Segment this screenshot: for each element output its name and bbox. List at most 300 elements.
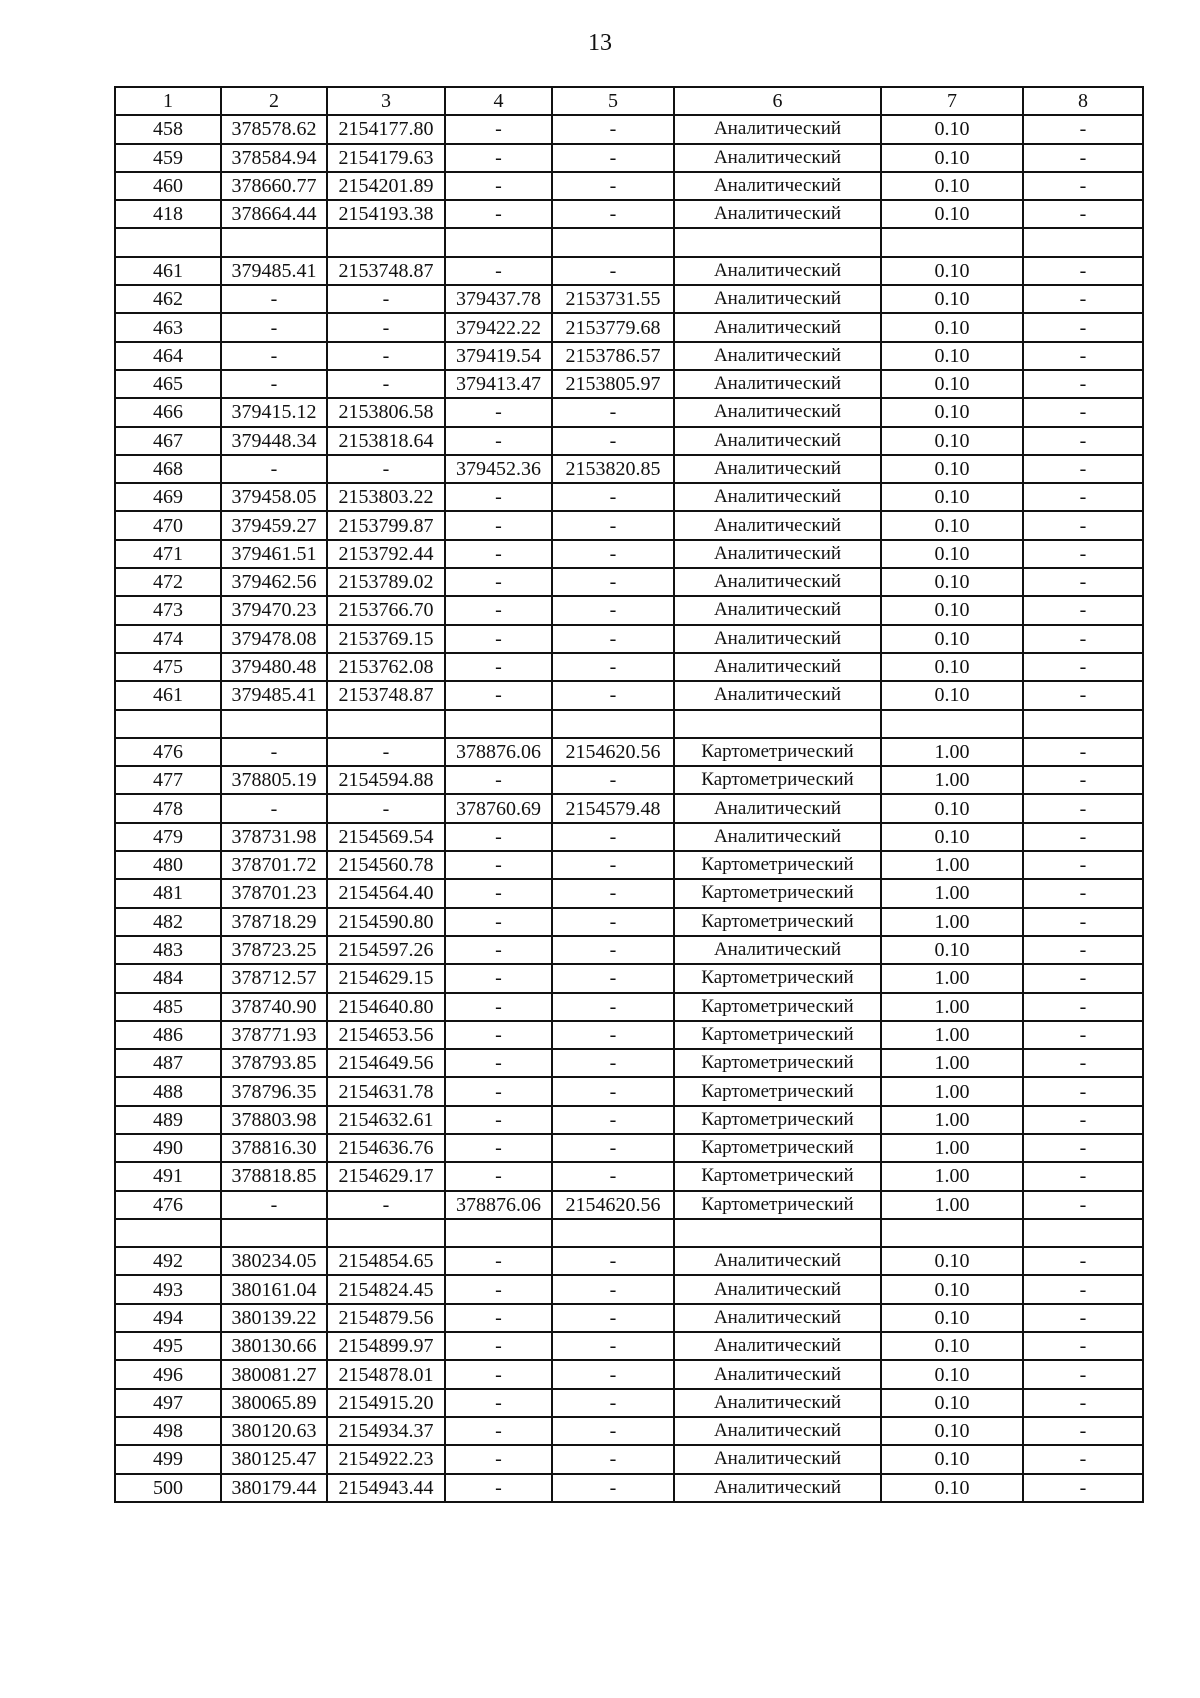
table-cell: 379461.51 (221, 540, 327, 568)
table-cell: 2154569.54 (327, 823, 445, 851)
table-cell: - (445, 427, 552, 455)
table-cell: 463 (115, 313, 221, 341)
table-cell: 1.00 (881, 766, 1023, 794)
table-cell: 379422.22 (445, 313, 552, 341)
table-cell: 470 (115, 511, 221, 539)
table-cell: - (552, 1162, 674, 1190)
table-row (115, 1247, 1143, 1275)
table-cell: Аналитический (674, 1247, 881, 1275)
table-cell: Картометрический (674, 964, 881, 992)
table-cell: - (552, 172, 674, 200)
table-cell: 468 (115, 455, 221, 483)
table-cell: - (1023, 511, 1143, 539)
table-cell: 473 (115, 596, 221, 624)
table-cell: - (445, 1304, 552, 1332)
table-cell: - (552, 115, 674, 143)
table-cell: Аналитический (674, 398, 881, 426)
table-cell: 476 (115, 1191, 221, 1219)
table-cell (552, 1219, 674, 1247)
table-cell: 2153731.55 (552, 285, 674, 313)
table-cell: - (221, 794, 327, 822)
table-row (115, 1106, 1143, 1134)
table-cell: 2153789.02 (327, 568, 445, 596)
table-cell: - (552, 766, 674, 794)
table-cell: - (445, 172, 552, 200)
table-row (115, 427, 1143, 455)
table-cell: - (552, 540, 674, 568)
table-cell: - (1023, 398, 1143, 426)
table-cell: 378760.69 (445, 794, 552, 822)
table-cell: 1.00 (881, 879, 1023, 907)
table-cell: - (1023, 1106, 1143, 1134)
table-cell: - (445, 1474, 552, 1502)
table-cell: 464 (115, 342, 221, 370)
table-cell (881, 228, 1023, 256)
table-cell: - (445, 1077, 552, 1105)
table-cell: 2154879.56 (327, 1304, 445, 1332)
table-cell: - (445, 1106, 552, 1134)
table-cell: Картометрический (674, 851, 881, 879)
table-row (115, 738, 1143, 766)
table-row (115, 285, 1143, 313)
table-cell: - (1023, 794, 1143, 822)
table-cell: 1.00 (881, 1162, 1023, 1190)
column-header: 1 (115, 87, 221, 115)
table-cell: 379470.23 (221, 596, 327, 624)
table-cell (674, 710, 881, 738)
table-cell: - (1023, 144, 1143, 172)
table-cell: - (552, 596, 674, 624)
table-cell: Аналитический (674, 823, 881, 851)
table-cell: Картометрический (674, 1191, 881, 1219)
table-cell: - (1023, 1134, 1143, 1162)
table-cell: 2154899.97 (327, 1332, 445, 1360)
table-cell: 478 (115, 794, 221, 822)
column-header: 8 (1023, 87, 1143, 115)
table-row (115, 993, 1143, 1021)
table-cell: Аналитический (674, 1332, 881, 1360)
table-cell: 0.10 (881, 370, 1023, 398)
table-cell: - (1023, 766, 1143, 794)
table-cell: Аналитический (674, 342, 881, 370)
table-cell: 0.10 (881, 936, 1023, 964)
table-cell: Аналитический (674, 936, 881, 964)
table-row (115, 794, 1143, 822)
table-cell: 378876.06 (445, 738, 552, 766)
table-cell: - (552, 1445, 674, 1473)
table-cell: 2153748.87 (327, 257, 445, 285)
table-row (115, 1332, 1143, 1360)
table-cell (1023, 228, 1143, 256)
table-cell: - (552, 483, 674, 511)
table-row (115, 1049, 1143, 1077)
table-cell: 2154620.56 (552, 1191, 674, 1219)
table-cell: 379459.27 (221, 511, 327, 539)
table-header-row (115, 87, 1143, 115)
table-cell: - (445, 681, 552, 709)
table-cell: 491 (115, 1162, 221, 1190)
table-cell (445, 228, 552, 256)
table-cell: - (1023, 568, 1143, 596)
table-cell: 2153806.58 (327, 398, 445, 426)
table-row (115, 1077, 1143, 1105)
table-cell: 0.10 (881, 427, 1023, 455)
table-cell: 2154653.56 (327, 1021, 445, 1049)
table-cell: - (327, 313, 445, 341)
table-cell: - (552, 568, 674, 596)
table-cell: 2154636.76 (327, 1134, 445, 1162)
table-cell: 0.10 (881, 823, 1023, 851)
table-cell: 461 (115, 257, 221, 285)
table-cell: - (445, 257, 552, 285)
table-cell: - (552, 427, 674, 455)
table-cell: 1.00 (881, 1049, 1023, 1077)
table-row (115, 653, 1143, 681)
table-cell: 2154649.56 (327, 1049, 445, 1077)
table-cell: - (552, 1049, 674, 1077)
table-cell: Аналитический (674, 1304, 881, 1332)
table-cell: - (552, 964, 674, 992)
table-cell: 0.10 (881, 1417, 1023, 1445)
table-cell: 380161.04 (221, 1275, 327, 1303)
table-cell: - (1023, 342, 1143, 370)
table-cell: 0.10 (881, 681, 1023, 709)
table-cell: 379458.05 (221, 483, 327, 511)
table-cell: - (327, 342, 445, 370)
table-cell: 378740.90 (221, 993, 327, 1021)
table-cell: - (1023, 1077, 1143, 1105)
table-cell: - (327, 794, 445, 822)
table-cell: - (552, 653, 674, 681)
table-cell: 378723.25 (221, 936, 327, 964)
table-row (115, 879, 1143, 907)
table-cell: - (552, 1417, 674, 1445)
table-cell: 378660.77 (221, 172, 327, 200)
table-row (115, 1304, 1143, 1332)
table-row (115, 851, 1143, 879)
table-cell: - (445, 200, 552, 228)
table-row (115, 313, 1143, 341)
table-cell: 493 (115, 1275, 221, 1303)
table-row (115, 766, 1143, 794)
column-header: 6 (674, 87, 881, 115)
coordinates-table (114, 86, 1144, 1503)
table-cell: 485 (115, 993, 221, 1021)
table-cell: 379478.08 (221, 625, 327, 653)
table-cell: 494 (115, 1304, 221, 1332)
table-row (115, 455, 1143, 483)
table-cell: - (552, 936, 674, 964)
table-cell: - (1023, 1360, 1143, 1388)
table-cell: - (552, 993, 674, 1021)
table-cell: Аналитический (674, 1417, 881, 1445)
table-cell (221, 228, 327, 256)
table-row (115, 200, 1143, 228)
table-separator-row (115, 1219, 1143, 1247)
table-cell: - (1023, 596, 1143, 624)
table-cell: 0.10 (881, 653, 1023, 681)
table-cell: 1.00 (881, 1191, 1023, 1219)
table-cell (674, 1219, 881, 1247)
table-cell: 380139.22 (221, 1304, 327, 1332)
table-cell: Картометрический (674, 993, 881, 1021)
table-cell: 2153803.22 (327, 483, 445, 511)
table-cell: - (445, 851, 552, 879)
table-cell: Аналитический (674, 257, 881, 285)
table-cell: 0.10 (881, 568, 1023, 596)
table-cell: - (1023, 1474, 1143, 1502)
table-cell: 2154177.80 (327, 115, 445, 143)
table-cell: - (221, 455, 327, 483)
table-cell: - (1023, 908, 1143, 936)
table-cell (445, 710, 552, 738)
table-cell: 2154943.44 (327, 1474, 445, 1502)
table-cell: - (1023, 257, 1143, 285)
table-cell: - (445, 568, 552, 596)
table-cell: Аналитический (674, 370, 881, 398)
table-cell: Аналитический (674, 653, 881, 681)
table-cell: 488 (115, 1077, 221, 1105)
table-cell: 2154629.15 (327, 964, 445, 992)
table-cell: - (1023, 1332, 1143, 1360)
table-cell: - (552, 1332, 674, 1360)
table-separator-row (115, 710, 1143, 738)
table-cell: - (445, 1417, 552, 1445)
table-cell: - (327, 370, 445, 398)
table-cell: 0.10 (881, 1360, 1023, 1388)
table-cell: - (1023, 681, 1143, 709)
table-row (115, 1389, 1143, 1417)
table-cell: 483 (115, 936, 221, 964)
table-row (115, 596, 1143, 624)
table-cell: 0.10 (881, 257, 1023, 285)
table-cell: - (445, 540, 552, 568)
table-cell: - (1023, 285, 1143, 313)
table-cell: 2154590.80 (327, 908, 445, 936)
table-cell: Картометрический (674, 766, 881, 794)
table-cell: 2153805.97 (552, 370, 674, 398)
table-cell: - (445, 1021, 552, 1049)
table-cell: Аналитический (674, 1474, 881, 1502)
table-cell: 1.00 (881, 964, 1023, 992)
table-cell (115, 1219, 221, 1247)
table-cell: 379419.54 (445, 342, 552, 370)
table-cell: 472 (115, 568, 221, 596)
table-cell: 2154179.63 (327, 144, 445, 172)
table-cell: Аналитический (674, 455, 881, 483)
table-cell: 378701.23 (221, 879, 327, 907)
table-cell: 0.10 (881, 1275, 1023, 1303)
table-row (115, 568, 1143, 596)
table-cell: - (1023, 993, 1143, 1021)
table-row (115, 1134, 1143, 1162)
table-row (115, 1162, 1143, 1190)
table-cell (1023, 1219, 1143, 1247)
table-cell: - (1023, 427, 1143, 455)
table-cell: 1.00 (881, 851, 1023, 879)
table-row (115, 1445, 1143, 1473)
table-cell: - (221, 342, 327, 370)
table-cell: 2153792.44 (327, 540, 445, 568)
table-cell: 379452.36 (445, 455, 552, 483)
table-cell (327, 710, 445, 738)
table-cell: - (1023, 879, 1143, 907)
table-body (115, 115, 1143, 1502)
table-cell: 2153799.87 (327, 511, 445, 539)
table-cell: 0.10 (881, 511, 1023, 539)
table-cell: 1.00 (881, 1021, 1023, 1049)
table-cell (881, 710, 1023, 738)
table-cell: 378771.93 (221, 1021, 327, 1049)
table-cell: - (445, 1162, 552, 1190)
table-cell: 2154632.61 (327, 1106, 445, 1134)
column-header: 5 (552, 87, 674, 115)
table-cell: Аналитический (674, 540, 881, 568)
table-cell: Аналитический (674, 794, 881, 822)
table-cell: - (552, 823, 674, 851)
table-cell: Аналитический (674, 172, 881, 200)
table-cell: - (445, 993, 552, 1021)
table-cell: - (445, 483, 552, 511)
table-cell: - (327, 738, 445, 766)
table-row (115, 625, 1143, 653)
table-cell: - (1023, 851, 1143, 879)
table-cell: 378793.85 (221, 1049, 327, 1077)
table-cell: 486 (115, 1021, 221, 1049)
table-cell: - (445, 1247, 552, 1275)
table-cell: 378796.35 (221, 1077, 327, 1105)
table-cell (115, 710, 221, 738)
table-row (115, 1474, 1143, 1502)
table-cell: 1.00 (881, 738, 1023, 766)
table-cell: - (1023, 1445, 1143, 1473)
table-cell: 2153748.87 (327, 681, 445, 709)
table-cell: Аналитический (674, 483, 881, 511)
table-cell: - (445, 1360, 552, 1388)
table-cell: - (445, 908, 552, 936)
table-cell: - (552, 144, 674, 172)
table-cell: - (552, 1304, 674, 1332)
table-cell: 462 (115, 285, 221, 313)
table-cell: Картометрический (674, 1106, 881, 1134)
table-cell: 0.10 (881, 398, 1023, 426)
table-cell: 378876.06 (445, 1191, 552, 1219)
table-cell: 2154854.65 (327, 1247, 445, 1275)
table-cell: 492 (115, 1247, 221, 1275)
table-cell: 467 (115, 427, 221, 455)
table-row (115, 936, 1143, 964)
table-cell: 380065.89 (221, 1389, 327, 1417)
table-cell: 2154915.20 (327, 1389, 445, 1417)
table-row (115, 144, 1143, 172)
table-cell: - (552, 1134, 674, 1162)
table-cell: - (445, 115, 552, 143)
table-cell: - (552, 1275, 674, 1303)
table-cell: - (445, 1049, 552, 1077)
table-cell: - (1023, 1049, 1143, 1077)
table-cell: Аналитический (674, 1360, 881, 1388)
table-row (115, 823, 1143, 851)
table-cell: 379437.78 (445, 285, 552, 313)
table-cell: - (552, 681, 674, 709)
table-cell: 477 (115, 766, 221, 794)
table-cell: Аналитический (674, 285, 881, 313)
table-cell: 479 (115, 823, 221, 851)
table-cell: 497 (115, 1389, 221, 1417)
table-cell: 0.10 (881, 1247, 1023, 1275)
table-cell: - (445, 823, 552, 851)
table-cell: - (1023, 540, 1143, 568)
table-cell: - (1023, 936, 1143, 964)
table-cell: 480 (115, 851, 221, 879)
table-cell: - (327, 455, 445, 483)
table-cell: - (221, 738, 327, 766)
table-cell: - (1023, 1275, 1143, 1303)
table-cell: 1.00 (881, 1134, 1023, 1162)
table-cell: - (1023, 483, 1143, 511)
table-cell: - (1023, 200, 1143, 228)
table-row (115, 115, 1143, 143)
table-cell: 2153766.70 (327, 596, 445, 624)
table-row (115, 398, 1143, 426)
table-cell: Аналитический (674, 511, 881, 539)
table-cell: 476 (115, 738, 221, 766)
table-cell (115, 228, 221, 256)
table-cell: - (1023, 653, 1143, 681)
table-cell: 498 (115, 1417, 221, 1445)
table-cell: 1.00 (881, 993, 1023, 1021)
column-header: 2 (221, 87, 327, 115)
table-cell: 2154934.37 (327, 1417, 445, 1445)
table-cell: 2154629.17 (327, 1162, 445, 1190)
table-cell: 0.10 (881, 342, 1023, 370)
table-cell: 379413.47 (445, 370, 552, 398)
table-cell: - (1023, 1389, 1143, 1417)
table-cell: 378712.57 (221, 964, 327, 992)
table-cell: - (327, 1191, 445, 1219)
table-cell: 2154579.48 (552, 794, 674, 822)
table-cell: 495 (115, 1332, 221, 1360)
page-number: 13 (588, 30, 612, 56)
table-cell: - (1023, 1247, 1143, 1275)
table-row (115, 1021, 1143, 1049)
table-cell: Картометрический (674, 879, 881, 907)
table-cell: - (552, 398, 674, 426)
table-cell: - (445, 1389, 552, 1417)
table-cell: 499 (115, 1445, 221, 1473)
table-cell: 2154878.01 (327, 1360, 445, 1388)
table-cell: 2154564.40 (327, 879, 445, 907)
table-cell: 2153762.08 (327, 653, 445, 681)
table-cell: - (1023, 1162, 1143, 1190)
table-row (115, 172, 1143, 200)
table-cell: 2153779.68 (552, 313, 674, 341)
table-cell: 378816.30 (221, 1134, 327, 1162)
table-cell: Аналитический (674, 313, 881, 341)
table-cell: Аналитический (674, 568, 881, 596)
table-cell: 380130.66 (221, 1332, 327, 1360)
table-cell: - (1023, 738, 1143, 766)
table-cell: - (552, 1021, 674, 1049)
table-cell: 0.10 (881, 144, 1023, 172)
table-cell: 378701.72 (221, 851, 327, 879)
table-cell: 1.00 (881, 1106, 1023, 1134)
table-cell: - (445, 653, 552, 681)
table-cell: - (552, 257, 674, 285)
table-separator-row (115, 228, 1143, 256)
table-cell: - (1023, 115, 1143, 143)
table-cell: Картометрический (674, 908, 881, 936)
